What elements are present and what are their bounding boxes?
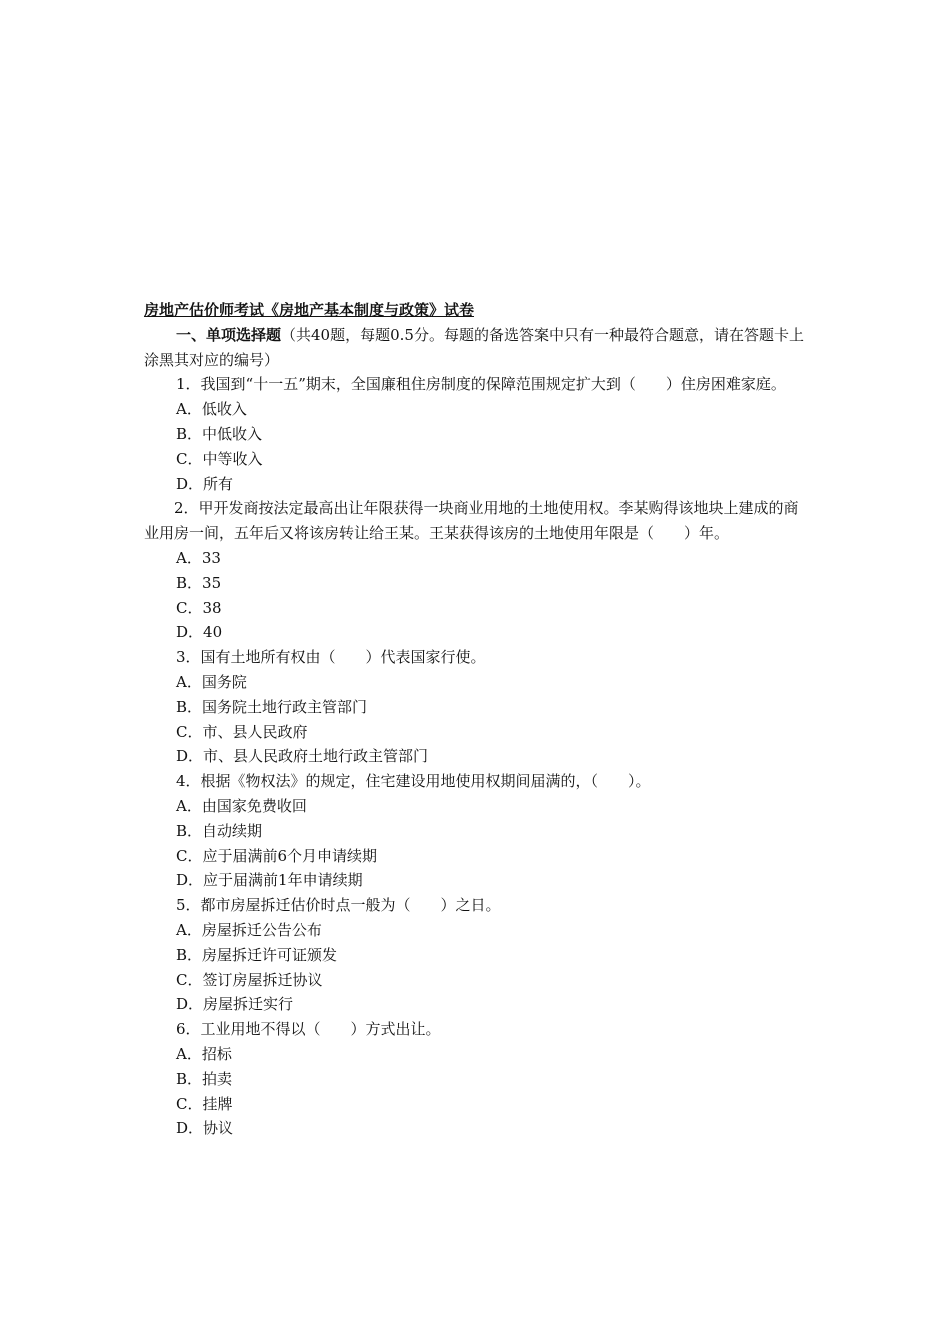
answer-option: C．市、县人民政府: [176, 722, 308, 741]
answer-option: C．38: [176, 598, 222, 617]
answer-option: B．房屋拆迁许可证颁发: [176, 945, 338, 964]
section-heading: [144, 323, 810, 373]
answer-option: C．挂牌: [176, 1094, 233, 1113]
answer-option: D．市、县人民政府土地行政主管部门: [176, 747, 429, 766]
question-stem: 1．我国到“十一五”期末，全国廉租住房制度的保障范围规定扩大到（ ）住房困难家庭。: [176, 375, 786, 394]
answer-option: D．所有: [176, 474, 234, 493]
answer-option: A．低收入: [176, 400, 247, 419]
answer-option: D．40: [176, 623, 223, 642]
answer-option: B．35: [176, 573, 222, 592]
answer-option: A．由国家免费收回: [176, 796, 307, 815]
answer-option: B．国务院土地行政主管部门: [176, 697, 368, 716]
exam-document: [144, 298, 810, 1141]
question-stem: 3．国有土地所有权由（ ）代表国家行使。: [176, 648, 486, 667]
exam-title: 房地产估价师考试《房地产基本制度与政策》试卷: [144, 301, 475, 319]
answer-option: C．应于届满前6个月申请续期: [176, 846, 378, 865]
question-stem: 2．甲开发商按法定最高出让年限获得一块商业用地的土地使用权。李某购得该地块上建成的商业用房一间，五年后又将该房转让给王某。王某获得该房的土地使用年限是（ ）年。: [144, 499, 799, 543]
answer-option: B．拍卖: [176, 1069, 233, 1088]
answer-option: A．房屋拆迁公告公布: [176, 920, 322, 939]
answer-option: A．招标: [176, 1044, 232, 1063]
question-stem: 4．根据《物权法》的规定，住宅建设用地使用权期间届满的，（ ）。: [176, 772, 651, 791]
answer-option: C．中等收入: [176, 449, 263, 468]
question-stem: 5．都市房屋拆迁估价时点一般为（ ）之日。: [176, 896, 501, 915]
answer-option: A．33: [176, 548, 221, 567]
section-description: （共40题，每题0.5分。每题的备选答案中只有一种最符合题意，请在答题卡上涂黑其对应的编号）: [144, 325, 804, 369]
section-label: 一、单项选择题: [176, 325, 282, 344]
answer-option: C．签订房屋拆迁协议: [176, 970, 323, 989]
answer-option: D．应于届满前1年申请续期: [176, 871, 363, 890]
question-stem: 6．工业用地不得以（ ）方式出让。: [176, 1020, 441, 1039]
answer-option: D．协议: [176, 1119, 234, 1138]
answer-option: A．国务院: [176, 672, 247, 691]
answer-option: B．中低收入: [176, 424, 263, 443]
answer-option: D．房屋拆迁实行: [176, 995, 294, 1014]
answer-option: B．自动续期: [176, 821, 263, 840]
